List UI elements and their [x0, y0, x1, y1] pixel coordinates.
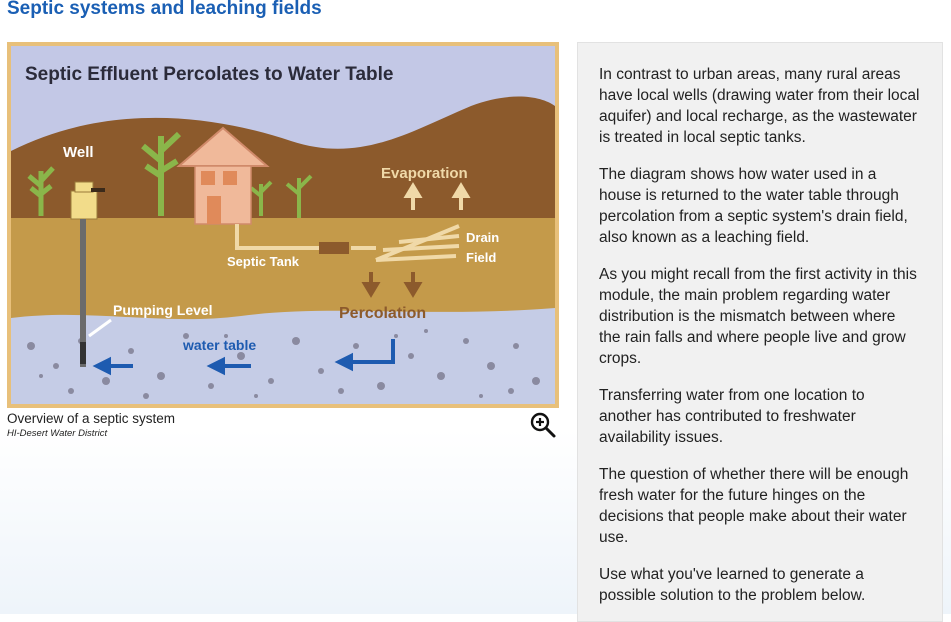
aquifer-layer — [11, 308, 555, 404]
well-label: Well — [63, 144, 94, 161]
content-panel — [577, 42, 943, 622]
paragraph-water-transfer: Transferring water from one location to another has contributed to freshwater availability issues. — [599, 387, 865, 446]
septic-tank-label: Septic Tank — [227, 254, 300, 269]
page-title: Septic systems and leaching fields — [7, 0, 322, 19]
paragraph-call-to-action: Use what you've learned to generate a possible solution to the problem below. — [599, 566, 866, 604]
figure-caption: Overview of a septic system — [7, 411, 176, 426]
paragraph-diagram-explanation: The diagram shows how water used in a house is returned to the water table through percolation from a septic system's drain field, also known as a leaching field. — [599, 166, 908, 246]
paragraph-rural-wells: In contrast to urban areas, many rural areas have local wells (drawing water from their local aquifer) and local recharge, as the wastewater is treated in local septic tanks. — [599, 66, 920, 146]
septic-tank — [319, 242, 349, 254]
evaporation-label: Evaporation — [381, 165, 468, 182]
diagram-heading: Septic Effluent Percolates to Water Table — [25, 64, 394, 85]
figure-credit: HI-Desert Water District — [7, 428, 108, 439]
paragraph-water-distribution: As you might recall from the first activity in this module, the main problem regarding water distribution is the mismatch between where the rain falls and where people live and grow crops. — [599, 266, 917, 367]
zoom-in-icon — [529, 411, 557, 439]
pumping-level-label: Pumping Level — [113, 302, 213, 318]
septic-diagram-figure — [7, 42, 559, 408]
field-label: Field — [466, 250, 497, 265]
paragraph-future-water: The question of whether there will be enough fresh water for the future hinges on the decisions that people make about their water use. — [599, 466, 909, 546]
percolation-label: Percolation — [339, 305, 427, 322]
drain-label: Drain — [466, 230, 500, 245]
water-table-label: water table — [183, 337, 257, 353]
zoom-button[interactable] — [529, 411, 557, 439]
septic-diagram — [11, 46, 555, 404]
